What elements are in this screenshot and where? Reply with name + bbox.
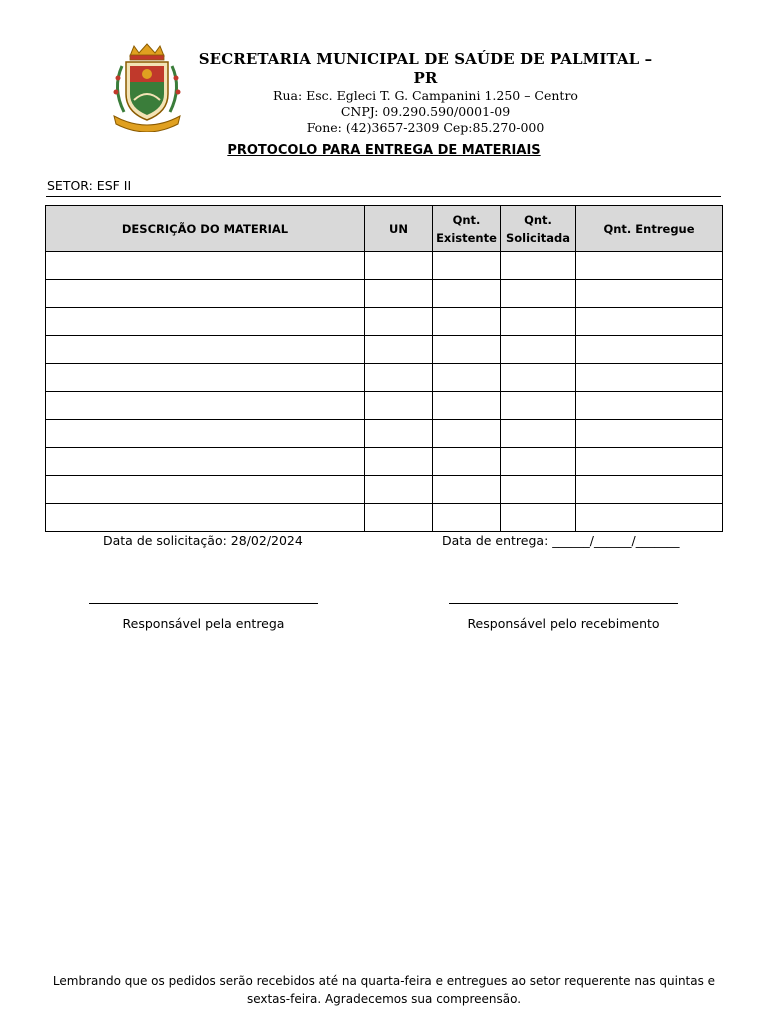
table-cell[interactable] [501,336,576,364]
column-header-delivered-qty: Qnt. Entregue [576,206,723,252]
table-cell[interactable] [46,252,365,280]
table-row [46,364,723,392]
signature-line[interactable] [449,603,678,616]
table-row [46,336,723,364]
table-cell[interactable] [46,420,365,448]
table-cell[interactable] [576,476,723,504]
table-cell[interactable] [365,420,433,448]
table-cell[interactable] [46,336,365,364]
table-cell[interactable] [433,336,501,364]
institution-address: Rua: Esc. Egleci T. G. Campanini 1.250 – Centro [273,88,578,103]
table-cell[interactable] [576,392,723,420]
sector-label: SETOR: ESF II [47,178,132,193]
table-cell[interactable] [576,420,723,448]
table-cell[interactable] [433,420,501,448]
table-cell[interactable] [46,364,365,392]
letterhead [108,42,688,134]
sector-underline [46,196,721,197]
institution-cnpj: CNPJ: 09.290.590/0001-09 [340,104,511,119]
table-cell[interactable] [46,448,365,476]
table-cell[interactable] [365,280,433,308]
table-cell[interactable] [501,364,576,392]
table-row [46,252,723,280]
table-cell[interactable] [433,392,501,420]
table-cell[interactable] [433,280,501,308]
table-cell[interactable] [576,448,723,476]
institution-name: SECRETARIA MUNICIPAL DE SAÚDE DE PALMITAL – PR [198,50,653,87]
table-cell[interactable] [501,280,576,308]
signature-label: Responsável pelo recebimento [467,616,660,631]
table-cell[interactable] [46,308,365,336]
table-cell[interactable] [46,504,365,532]
table-cell[interactable] [433,308,501,336]
table-cell[interactable] [46,280,365,308]
table-row [46,476,723,504]
footer-line: sextas-feira. Agradecemos sua compreensão. [246,992,522,1006]
column-header-requested-qty: Qnt. Solicitada [501,206,576,252]
delivery-date: Data de entrega: ______/______/_______ [442,533,680,548]
table-row [46,392,723,420]
footer-line: Lembrando que os pedidos serão recebidos até na quarta-feira e entregues ao setor requerente nas quintas e [52,974,716,988]
table-cell[interactable] [365,252,433,280]
table-cell[interactable] [576,336,723,364]
table-cell[interactable] [501,308,576,336]
table-cell[interactable] [576,280,723,308]
table-row [46,308,723,336]
signature-line[interactable] [89,603,318,616]
table-cell[interactable] [433,448,501,476]
table-cell[interactable] [433,476,501,504]
table-cell[interactable] [576,504,723,532]
table-cell[interactable] [501,476,576,504]
table-cell[interactable] [365,364,433,392]
table-cell[interactable] [501,448,576,476]
table-cell[interactable] [501,420,576,448]
table-cell[interactable] [365,308,433,336]
request-date: Data de solicitação: 28/02/2024 [103,533,303,548]
table-cell[interactable] [433,504,501,532]
institution-phone: Fone: (42)3657-2309 Cep:85.270-000 [306,120,545,135]
table-cell[interactable] [365,504,433,532]
table-cell[interactable] [576,364,723,392]
municipal-coat-of-arms-icon [108,42,186,132]
table-cell[interactable] [365,476,433,504]
signature-block-receipt [446,603,681,631]
table-header-row [46,206,723,252]
document-title: PROTOCOLO PARA ENTREGA DE MATERIAIS [227,143,541,158]
table-cell[interactable] [365,336,433,364]
table-cell[interactable] [576,308,723,336]
table-cell[interactable] [501,392,576,420]
letterhead-text [198,50,653,136]
table-cell[interactable] [365,392,433,420]
table-cell[interactable] [365,448,433,476]
materials-table [45,205,723,532]
table-cell[interactable] [433,252,501,280]
column-header-existing-qty: Qnt. Existente [433,206,501,252]
signature-block-delivery [86,603,321,631]
table-cell[interactable] [46,392,365,420]
signature-label: Responsável pela entrega [122,616,285,631]
table-row [46,420,723,448]
table-cell[interactable] [501,252,576,280]
column-header-unit: UN [365,206,433,252]
table-row [46,280,723,308]
table-cell[interactable] [576,252,723,280]
footer-note [40,972,728,1008]
table-cell[interactable] [433,364,501,392]
materials-table-body [46,252,723,532]
table-row [46,448,723,476]
table-cell[interactable] [46,476,365,504]
table-cell[interactable] [501,504,576,532]
column-header-description: DESCRIÇÃO DO MATERIAL [46,206,365,252]
table-row [46,504,723,532]
